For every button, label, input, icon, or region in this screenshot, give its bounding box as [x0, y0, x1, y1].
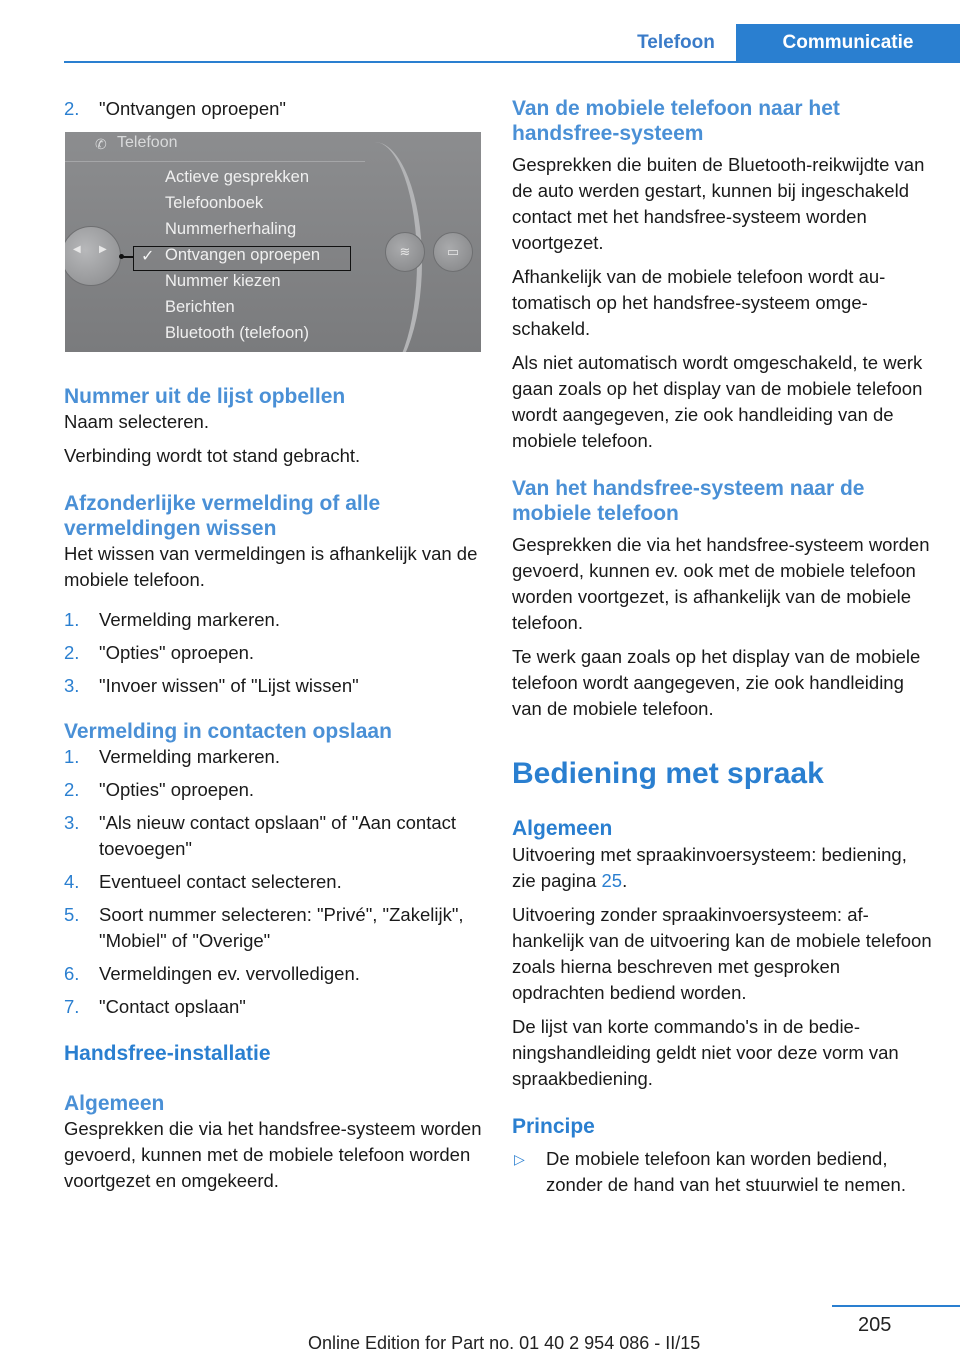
heading-contacten-opslaan: Vermelding in contacten opslaan [64, 720, 392, 743]
paragraph: Gesprekken die buiten de Bluetooth-reikwijdte van de auto werden gestart, kunnen bij ingeschakeld contact met het handsfree-systeem worden voortgezet. [512, 154, 925, 253]
menu-item: Nummerherhaling [165, 220, 297, 238]
phone-menu-screenshot [65, 132, 481, 352]
paragraph: Uitvoering met spraakinvoersysteem: bediening, zie pagina 25. [512, 844, 907, 891]
menu-item: Actieve gesprekken [165, 168, 309, 186]
list-item: 7. "Contact opslaan" [64, 996, 246, 1017]
paragraph: Gesprekken die via het handsfree-systeem worden gevoerd, kunnen ev. ook met de mobiele telefoon worden voortgezet, is afhankelijk van de mobiele telefoon. [512, 534, 930, 633]
heading-handsfree-naar-mobiel: Van het handsfree-systeem naar de mobiele telefoon [512, 477, 865, 525]
menu-item: Telefoonboek [165, 194, 264, 212]
step-list-top [64, 96, 482, 122]
header-section-telefoon: Telefoon [637, 32, 715, 53]
telephone-icon: ✆ [95, 136, 107, 152]
heading-algemeen-left: Algemeen [64, 1092, 165, 1115]
left-column [64, 96, 482, 1202]
list-item: 1. Vermelding markeren. [64, 609, 280, 630]
arrow-left-icon: ◀ [73, 244, 81, 255]
menu-item-selected: Ontvangen oproepen [165, 246, 321, 264]
header-chapter-communicatie: Communicatie [736, 24, 960, 62]
paragraph: Te werk gaan zoals op het display van de mobiele telefoon wordt aangegeven, zie ook handleiding van de mobiele telefoon. [512, 646, 921, 719]
screen-title-divider [65, 161, 365, 162]
triangle-bullet-icon: ▷ [514, 1151, 525, 1167]
display-mode-icon: ▭ [433, 232, 473, 272]
speech-settings-icon: ≋ [385, 232, 425, 272]
right-column [512, 96, 932, 1198]
footer-rule [832, 1305, 960, 1307]
list-item: 3. "Invoer wissen" of "Lijst wissen" [64, 675, 359, 696]
edition-note: Online Edition for Part no. 01 40 2 954 086 - II/15 [308, 1333, 701, 1353]
heading-bediening-met-spraak: Bediening met spraak [512, 757, 824, 790]
list-item: 2. "Opties" oproepen. [64, 779, 255, 800]
menu-item: Nummer kiezen [165, 272, 281, 290]
heading-algemeen-right: Algemeen [512, 817, 613, 840]
heading-nummer-uit-lijst: Nummer uit de lijst opbellen [64, 385, 346, 408]
paragraph: Afhankelijk van de mobiele telefoon wordt automatisch op het handsfree-systeem omgeschakeld. [512, 266, 886, 339]
paragraph: Uitvoering zonder spraakinvoersysteem: afhankelijk van de uitvoering kan de mobiele telefoon zoals hierna beschreven met gesproken opdrachten bediend worden. [512, 904, 932, 1003]
pointer-line [122, 256, 134, 258]
paragraph: Gesprekken die via het handsfree-systeem worden gevoerd, kunnen met de mobiele telefoon worden voortgezet en omgekeerd. [64, 1118, 482, 1191]
list-item: 2. "Opties" oproepen. [64, 642, 255, 663]
list-item: 6. Vermeldingen ev. vervolledigen. [64, 963, 360, 984]
page-number: 205 [858, 1314, 892, 1336]
list-item: 2. "Ontvangen oproepen" [64, 98, 286, 119]
list-item: 5. Soort nummer selecteren: "Privé", "Zakelijk", "Mobiel" of "Overige" [64, 904, 464, 951]
step-list-opslaan [64, 744, 482, 1020]
menu-item: Bluetooth (telefoon) [165, 324, 310, 342]
list-item: 4. Eventueel contact selecteren. [64, 871, 342, 892]
check-icon: ✓ [141, 248, 155, 265]
page-link-25[interactable]: 25 [601, 870, 623, 891]
heading-principe: Principe [512, 1115, 595, 1138]
arrow-right-icon: ▶ [99, 244, 107, 255]
heading-handsfree-installatie: Handsfree-installatie [64, 1042, 271, 1065]
paragraph: Naam selecteren. [64, 411, 209, 432]
paragraph: Het wissen van vermeldingen is afhankelijk van de mobiele telefoon. [64, 543, 478, 590]
heading-vermelding-wissen: Afzonderlijke vermelding of alle vermeldingen wissen [64, 492, 381, 540]
screen-title: Telefoon [117, 134, 178, 151]
step-list-wissen [64, 607, 482, 699]
controller-knob [65, 226, 121, 286]
paragraph: Verbinding wordt tot stand gebracht. [64, 445, 361, 466]
paragraph: Als niet automatisch wordt omgeschakeld, te werk gaan zoals op het display van de mobiele telefoon wordt aangegeven, zie ook handleiding van de mobiele telefoon. [512, 352, 923, 451]
menu-item: Berichten [165, 298, 235, 316]
paragraph: De lijst van korte commando's in de bedieningshandleiding geldt niet voor deze vorm van spraakbediening. [512, 1016, 899, 1089]
principle-list [512, 1146, 932, 1198]
list-item: 1. Vermelding markeren. [64, 746, 280, 767]
header-rule [64, 61, 960, 63]
list-item: 3. "Als nieuw contact opslaan" of "Aan contact toevoegen" [64, 812, 457, 859]
list-item: ▷ De mobiele telefoon kan worden bediend, zonder de hand van het stuurwiel te nemen. [514, 1148, 906, 1195]
heading-mobiel-naar-handsfree: Van de mobiele telefoon naar het handsfree-systeem [512, 97, 840, 145]
